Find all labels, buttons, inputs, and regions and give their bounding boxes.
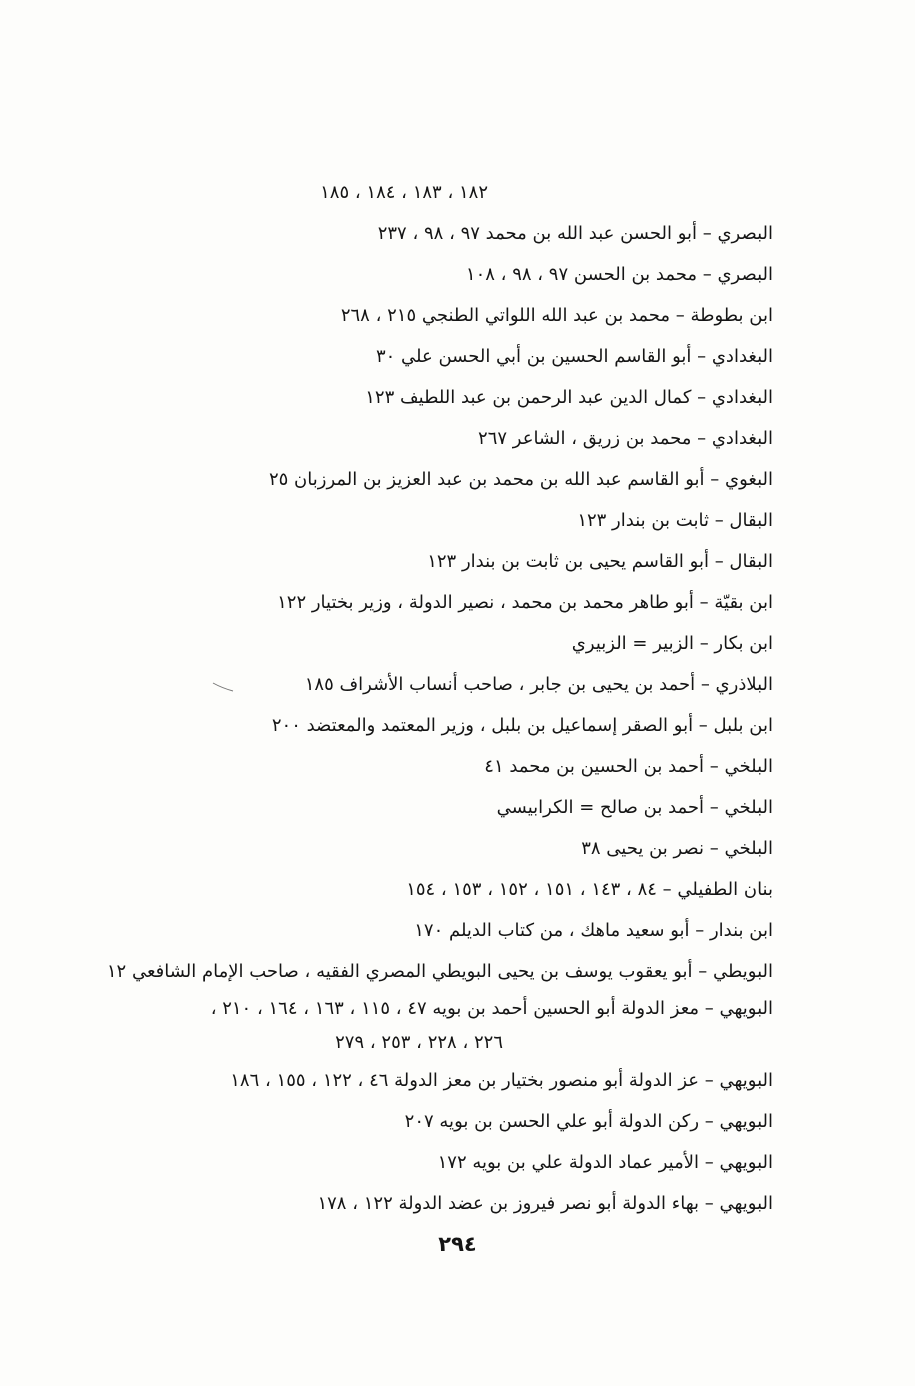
index-entry: ابن بلبل – أبو الصقر إسماعيل بن بلبل ، وزير المعتمد والمعتضد ٢٠٠ — [271, 715, 773, 736]
index-entry: ابن بندار – أبو سعيد ماهك ، من كتاب الديلم ١٧٠ — [414, 920, 773, 941]
index-entry: البصري – محمد بن الحسن ٩٧ ، ٩٨ ، ١٠٨ — [465, 264, 773, 285]
index-entry: البغدادي – كمال الدين عبد الرحمن بن عبد اللطيف ١٢٣ — [365, 387, 773, 408]
index-entry: البويهي – ركن الدولة أبو علي الحسن بن بويه ٢٠٧ — [404, 1111, 773, 1132]
index-entry: البويهي – الأمير عماد الدولة علي بن بويه ١٧٢ — [437, 1152, 773, 1173]
stray-pen-mark — [212, 680, 234, 692]
index-entry: بنان الطفيلي – ٨٤ ، ١٤٣ ، ١٥١ ، ١٥٢ ، ١٥٣ ، ١٥٤ — [406, 879, 773, 900]
index-entry: البويهي – بهاء الدولة أبو نصر فيروز بن عضد الدولة ١٢٢ ، ١٧٨ — [317, 1193, 773, 1214]
index-entry: البلخي – نصر بن يحيى ٣٨ — [581, 838, 773, 859]
index-entry: ابن بطوطة – محمد بن عبد الله اللواتي الطنجي ٢١٥ ، ٢٦٨ — [340, 305, 773, 326]
index-entry: البغوي – أبو القاسم عبد الله بن محمد بن عبد العزيز بن المرزبان ٢٥ — [268, 469, 773, 490]
page-number: ٢٩٤ — [438, 1232, 477, 1256]
index-entry-continuation: ٢٢٦ ، ٢٢٨ ، ٢٥٣ ، ٢٧٩ — [335, 1032, 503, 1053]
index-entry: ابن بكار – الزبير = الزبيري — [571, 633, 773, 654]
index-entry: ١٨٢ ، ١٨٣ ، ١٨٤ ، ١٨٥ — [320, 182, 488, 203]
index-entry: البلخي – أحمد بن الحسين بن محمد ٤١ — [484, 756, 773, 777]
index-entry: البقال – أبو القاسم يحيى بن ثابت بن بندار ١٢٣ — [427, 551, 773, 572]
index-entry: البقال – ثابت بن بندار ١٢٣ — [577, 510, 773, 531]
index-entry: البويهي – عز الدولة أبو منصور بختيار بن معز الدولة ٤٦ ، ١٢٢ ، ١٥٥ ، ١٨٦ — [230, 1070, 773, 1091]
index-list — [93, 172, 773, 1224]
index-entry: البغدادي – محمد بن زريق ، الشاعر ٢٦٧ — [478, 428, 773, 449]
index-entry: البلخي – أحمد بن صالح = الكرابيسي — [496, 797, 773, 818]
index-entry: البلاذري – أحمد بن يحيى بن جابر ، صاحب أنساب الأشراف ١٨٥ — [304, 674, 773, 695]
index-entry: البغدادي – أبو القاسم الحسين بن أبي الحسن علي ٣٠ — [375, 346, 773, 367]
index-entry: ابن بقيّة – أبو طاهر محمد بن محمد ، نصير الدولة ، وزير بختيار ١٢٢ — [277, 592, 773, 613]
index-entry: البويطي – أبو يعقوب يوسف بن يحيى البويطي المصري الفقيه ، صاحب الإمام الشافعي ١٢ — [106, 961, 773, 982]
index-entry: البويهي – معز الدولة أبو الحسين أحمد بن بويه ٤٧ ، ١١٥ ، ١٦٣ ، ١٦٤ ، ٢١٠ ، — [210, 998, 773, 1019]
index-entry: البصري – أبو الحسن عبد الله بن محمد ٩٧ ، ٩٨ ، ٢٣٧ — [377, 223, 773, 244]
